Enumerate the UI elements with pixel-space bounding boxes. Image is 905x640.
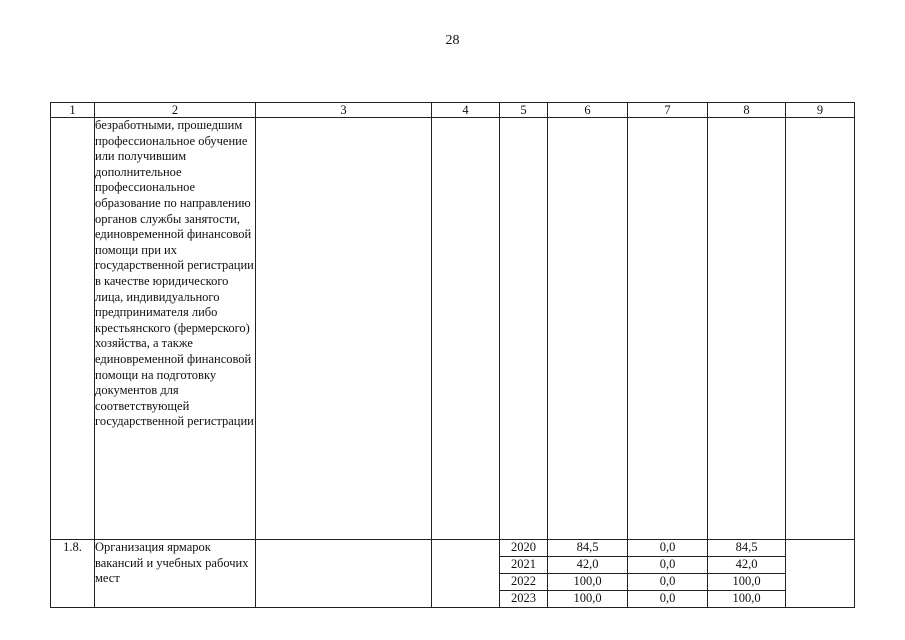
cell-num-empty [51,118,95,540]
year-cell: 2023 [500,591,548,608]
cell-empty [786,540,855,608]
header-cell: 5 [500,103,548,118]
header-cell: 2 [95,103,256,118]
cell-empty [256,540,432,608]
cell-empty [432,118,500,540]
cell-empty [786,118,855,540]
cell-empty [628,118,708,540]
header-cell: 9 [786,103,855,118]
header-cell: 8 [708,103,786,118]
header-row [51,103,855,118]
value-cell: 0,0 [628,591,708,608]
value-cell: 84,5 [708,540,786,557]
value-cell: 42,0 [548,557,628,574]
row-text: Организация ярмарок вакансий и учебных рабочих мест [95,540,256,608]
cell-empty [256,118,432,540]
year-cell: 2021 [500,557,548,574]
value-cell: 0,0 [628,540,708,557]
header-cell: 7 [628,103,708,118]
year-cell: 2022 [500,574,548,591]
value-cell: 42,0 [708,557,786,574]
year-cell: 2020 [500,540,548,557]
row-continuation-text: безработными, прошедшим профессиональное обучение или получившим дополнительное профессиональное образование по направлению органов службы занятости, единовременной финансовой помощи при их государственной регистрации в качестве юридического лица, индивидуального предпринимателя либо крестьянского (фермерского) хозяйства, а также единовременной финансовой помощи на подготовку документов для соответствующей государственной регистрации [95,118,256,540]
page-number: 28 [445,33,460,48]
value-cell: 84,5 [548,540,628,557]
data-table [50,102,855,608]
header-cell: 3 [256,103,432,118]
value-cell: 0,0 [628,574,708,591]
table-row [51,118,855,540]
cell-empty [548,118,628,540]
header-cell: 1 [51,103,95,118]
header-cell: 6 [548,103,628,118]
value-cell: 100,0 [548,574,628,591]
value-cell: 100,0 [548,591,628,608]
header-cell: 4 [432,103,500,118]
cell-empty [432,540,500,608]
table-row [51,540,855,557]
value-cell: 0,0 [628,557,708,574]
cell-empty [500,118,548,540]
value-cell: 100,0 [708,591,786,608]
cell-empty [708,118,786,540]
value-cell: 100,0 [708,574,786,591]
row-number: 1.8. [51,540,95,608]
